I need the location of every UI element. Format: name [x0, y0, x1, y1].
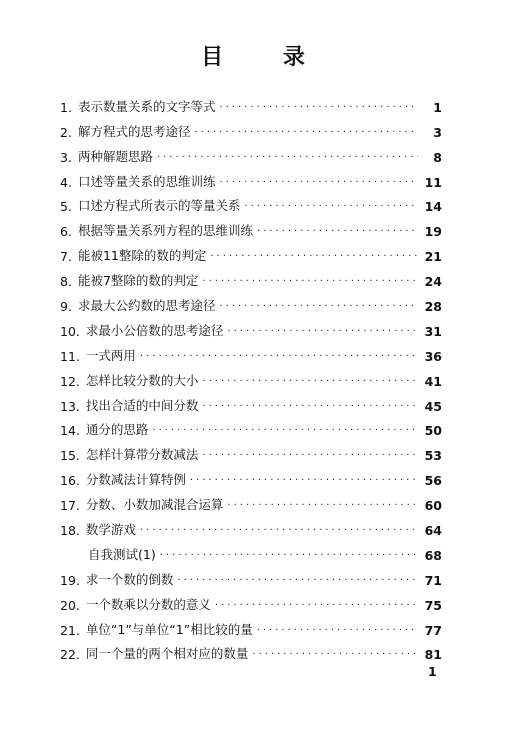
- toc-entry-number: 7.: [60, 249, 72, 265]
- toc-entry-number: 3.: [60, 149, 72, 165]
- toc-entry-page: 77: [424, 622, 442, 638]
- toc-entry-number: 1.: [60, 99, 72, 115]
- toc-entry-number: 2.: [60, 124, 72, 140]
- toc-entry: [60, 638, 442, 663]
- toc-entry: [60, 165, 442, 190]
- toc-entry-page: 41: [424, 373, 442, 389]
- toc-entry-title: 怎样计算带分数减法: [85, 447, 199, 463]
- toc-entry: [60, 190, 442, 215]
- toc-entry-title: 单位“1”与单位“1”相比较的量: [85, 621, 253, 637]
- toc-entry-title: 分数减法计算特例: [85, 472, 186, 488]
- dot-leader: [177, 574, 418, 588]
- toc-entry-number: 22.: [60, 647, 80, 663]
- dot-leader: [140, 350, 418, 364]
- toc-entry-number: 5.: [60, 199, 72, 215]
- toc-entry-number: 15.: [60, 448, 80, 464]
- dot-leader: [202, 400, 418, 414]
- toc-entry-title: 找出合适的中间分数: [85, 397, 199, 413]
- dot-leader: [244, 200, 418, 214]
- toc-entry-number: 16.: [60, 473, 80, 489]
- dot-leader: [190, 474, 418, 488]
- toc-entry-number: 18.: [60, 523, 80, 539]
- dot-leader: [219, 300, 418, 314]
- toc-entry: [60, 613, 442, 638]
- toc-entry-page: 60: [424, 498, 442, 514]
- toc-entry-title: 数学游戏: [85, 522, 136, 538]
- dot-leader: [252, 648, 418, 662]
- toc-entry-page: 68: [424, 547, 442, 563]
- table-of-contents: [60, 90, 442, 662]
- toc-entry-title: 根据等量关系列方程的思维训练: [77, 223, 253, 239]
- toc-entry-title: 分数、小数加减混合运算: [85, 497, 224, 513]
- toc-entry: [60, 538, 442, 563]
- dot-leader: [210, 250, 418, 264]
- toc-entry-title: 两种解题思路: [77, 148, 153, 164]
- toc-entry-title: 通分的思路: [85, 422, 149, 438]
- toc-entry-page: 50: [424, 423, 442, 439]
- dot-leader: [202, 275, 418, 289]
- toc-entry-page: 36: [424, 348, 442, 364]
- page-title: 目 录: [201, 44, 331, 70]
- toc-entry-number: 14.: [60, 423, 80, 439]
- toc-entry: [60, 389, 442, 414]
- toc-entry-title: 求最大公约数的思考途径: [77, 298, 216, 314]
- toc-entry: [60, 513, 442, 538]
- toc-entry-title: 口述等量关系的思维训练: [77, 173, 216, 189]
- toc-entry-page: 31: [424, 323, 442, 339]
- dot-leader: [219, 101, 418, 115]
- toc-entry-page: 19: [424, 224, 442, 240]
- toc-entry-number: 21.: [60, 622, 80, 638]
- dot-leader: [219, 176, 418, 190]
- toc-entry-number: 6.: [60, 224, 72, 240]
- toc-entry: [60, 364, 442, 389]
- toc-entry-page: 28: [424, 299, 442, 315]
- toc-entry-number: 11.: [60, 348, 80, 364]
- toc-entry-page: 56: [424, 473, 442, 489]
- toc-entry-page: 75: [424, 597, 442, 613]
- toc-entry-title: 一式两用: [85, 347, 136, 363]
- toc-entry-number: 9.: [60, 299, 72, 315]
- toc-entry: [60, 339, 442, 364]
- toc-entry: [60, 414, 442, 439]
- toc-entry: [60, 264, 442, 289]
- dot-leader: [152, 424, 418, 438]
- toc-entry-number: 4.: [60, 174, 72, 190]
- toc-entry: [60, 140, 442, 165]
- dot-leader: [257, 624, 418, 638]
- toc-entry: [60, 289, 442, 314]
- toc-entry-number: 10.: [60, 323, 80, 339]
- toc-entry-page: 45: [424, 398, 442, 414]
- dot-leader: [140, 524, 418, 538]
- toc-entry: [60, 563, 442, 588]
- toc-entry-page: 64: [424, 523, 442, 539]
- toc-entry-title: 求一个数的倒数: [85, 571, 174, 587]
- toc-entry-page: 1: [433, 99, 442, 115]
- toc-entry: [60, 115, 442, 140]
- toc-entry-title: 口述方程式所表示的等量关系: [77, 198, 241, 214]
- dot-leader: [157, 151, 418, 165]
- toc-entry-title: 能被7整除的数的判定: [77, 273, 199, 289]
- toc-entry-title: 能被11整除的数的判定: [77, 248, 207, 264]
- toc-entry: [60, 588, 442, 613]
- toc-entry-number: 8.: [60, 274, 72, 290]
- toc-entry-number: 12.: [60, 373, 80, 389]
- page-number: 1: [428, 664, 437, 679]
- toc-entry-title: 怎样比较分数的大小: [85, 372, 199, 388]
- toc-entry-page: 53: [424, 448, 442, 464]
- toc-entry: [60, 314, 442, 339]
- dot-leader: [257, 225, 418, 239]
- toc-entry-page: 71: [424, 572, 442, 588]
- toc-entry-number: 13.: [60, 398, 80, 414]
- toc-entry: [60, 438, 442, 463]
- toc-entry-title: 表示数量关系的文字等式: [77, 98, 216, 114]
- toc-entry: [60, 239, 442, 264]
- toc-entry-page: 3: [433, 124, 442, 140]
- dot-leader: [194, 126, 418, 140]
- toc-entry-page: 14: [424, 199, 442, 215]
- toc-entry-title: 求最小公倍数的思考途径: [85, 322, 224, 338]
- toc-entry: [60, 488, 442, 513]
- dot-leader: [215, 599, 418, 613]
- toc-entry-page: 81: [424, 647, 442, 663]
- dot-leader: [202, 375, 418, 389]
- toc-entry-number: 19.: [60, 572, 80, 588]
- toc-entry-page: 21: [424, 249, 442, 265]
- dot-leader: [227, 499, 418, 513]
- toc-entry-title: 解方程式的思考途径: [77, 123, 191, 139]
- toc-entry-number: 17.: [60, 498, 80, 514]
- toc-entry-title: 同一个量的两个相对应的数量: [85, 646, 249, 662]
- toc-entry-title: 一个数乘以分数的意义: [85, 596, 211, 612]
- toc-entry-title: 自我测试(1): [88, 546, 156, 562]
- toc-entry-page: 24: [424, 274, 442, 290]
- dot-leader: [202, 449, 418, 463]
- toc-entry-page: 8: [433, 149, 442, 165]
- toc-entry: [60, 90, 442, 115]
- toc-entry-page: 11: [424, 174, 442, 190]
- toc-entry: [60, 214, 442, 239]
- toc-entry-number: 20.: [60, 597, 80, 613]
- toc-entry: [60, 463, 442, 488]
- dot-leader: [227, 325, 418, 339]
- dot-leader: [160, 549, 418, 563]
